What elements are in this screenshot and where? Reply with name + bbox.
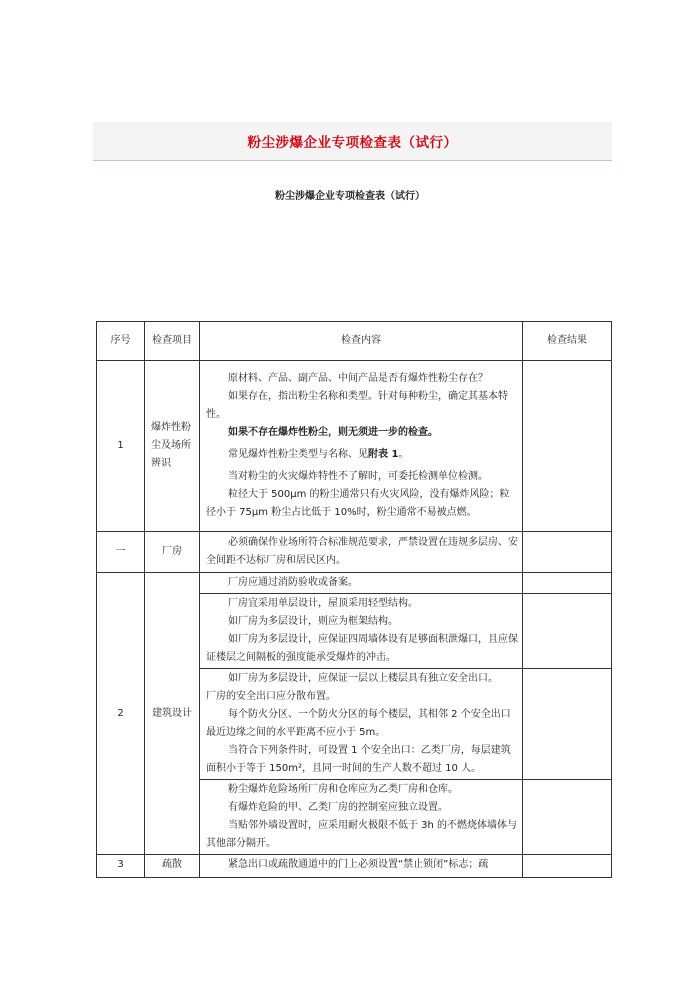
row-content [200,780,523,855]
row-seq: 2 [97,573,145,855]
content-line: 有爆炸危险的甲、乙类厂房的控制室应独立设置。 [228,802,448,813]
row-content [200,361,523,532]
appendix-reference: 附表 1 [368,449,399,460]
row-item: 建筑设计 [145,573,200,855]
row-item: 爆炸性粉尘及场所辨识 [145,361,200,532]
row-result [523,669,612,780]
title-banner [93,122,612,161]
row-seq: 3 [97,855,145,878]
content-line: 如厂房为多层设计，应保证四周墙体设有足够面积泄爆口，且应保证楼层之间隔板的强度能承受爆炸的冲击。 [206,634,518,663]
row-item: 疏散 [145,855,200,878]
header-result: 检查结果 [523,322,612,361]
row-content [200,594,523,669]
row-seq: 1 [97,361,145,532]
row-result [523,780,612,855]
page-title: 粉尘涉爆企业专项检查表（试行） [247,135,458,151]
document-subtitle: 粉尘涉爆企业专项检查表（试行） [275,191,425,202]
table-row [97,532,612,573]
content-line: 如果存在，指出粉尘名称和类型。针对每种粉尘，确定其基本特性。 [206,391,508,420]
content-line: 厂房宜采用单层设计，屋顶采用轻型结构。 [228,598,418,609]
content-line: 如厂房为多层设计，则应为框架结构。 [228,616,398,627]
content-line: 如果不存在爆炸性粉尘，则无须进一步的检查。 [228,427,438,438]
row-result [523,594,612,669]
content-line: 必须确保作业场所符合标准规范要求，严禁设置在违规多层房、安全间距不达标厂房和居民区内。 [206,537,518,566]
content-line: 紧急出口或疏散通道中的门上必须设置“禁止锁闭”标志；疏 [228,859,489,870]
table-row [97,573,612,594]
table-row [97,361,612,532]
row-result [523,573,612,594]
row-item: 厂房 [145,532,200,573]
content-line: 常见爆炸性粉尘类型与名称、见附表 1。 [228,449,409,460]
content-line: 厂房应通过消防验收或备案。 [228,577,358,588]
row-content [200,855,523,878]
content-line: 当符合下列条件时，可设置 1 个安全出口：乙类厂房，每层建筑面积小于等于 150m²，且同一时间的生产人数不超过 10 人。 [206,745,511,774]
header-content: 检查内容 [200,322,523,361]
row-content [200,532,523,573]
content-line: 每个防火分区、一个防火分区的每个楼层，其相邻 2 个安全出口最近边缘之间的水平距离不应小于 5m。 [206,709,511,738]
row-result [523,855,612,878]
table-row [97,855,612,878]
header-item: 检查项目 [145,322,200,361]
header-seq: 序号 [97,322,145,361]
row-result [523,532,612,573]
content-line: 当贴邻外墙设置时，应采用耐火极限不低于 3h 的不燃烧体墙体与其他部分隔开。 [206,820,518,849]
content-line: 当对粉尘的火灾爆炸特性不了解时，可委托检测单位检测。 [228,471,488,482]
content-line: 厂房的安全出口应分散布置。 [206,691,336,702]
table-header-row [97,322,612,361]
row-seq: 一 [97,532,145,573]
content-line: 如厂房为多层设计，应保证一层以上楼层具有独立安全出口。 [228,673,498,684]
content-line: 原材料、产品、副产品、中间产品是否有爆炸性粉尘存在？ [228,373,488,384]
content-line: 粉尘爆炸危险场所厂房和仓库应为乙类厂房和仓库。 [228,784,458,795]
content-line: 粒径大于 500μm 的粉尘通常只有火灾风险，没有爆炸风险；粒径小于 75μm 粉尘占比低于 10%时，粉尘通常不易被点燃。 [206,489,510,518]
row-content [200,669,523,780]
inspection-table [96,321,612,878]
row-content [200,573,523,594]
row-result [523,361,612,532]
